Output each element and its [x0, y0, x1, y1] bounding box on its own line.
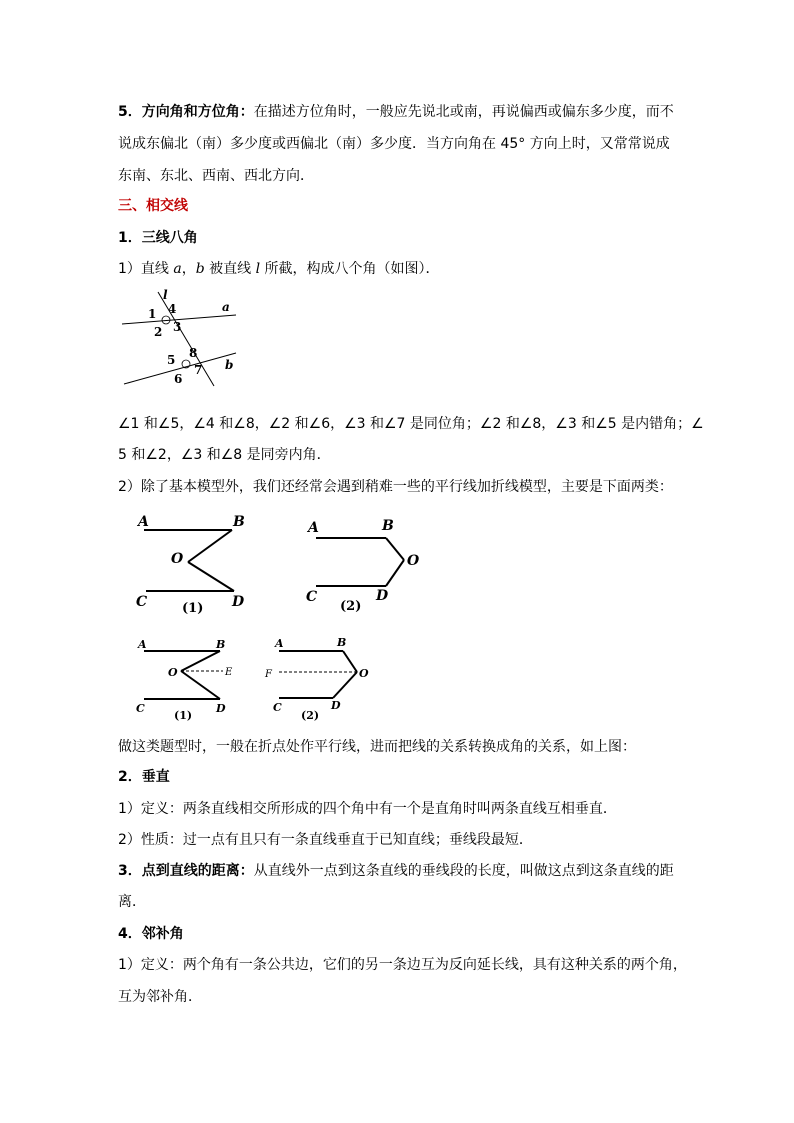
subsection-4-number: 4．	[118, 926, 142, 942]
angle-4: 4	[168, 302, 177, 316]
model1-label-C: C	[136, 594, 148, 610]
model2aux-label-A: A	[275, 637, 284, 650]
fig-label-a: a	[222, 300, 230, 314]
model2-label-D: D	[376, 588, 389, 604]
model1-label-D: D	[232, 594, 245, 610]
model2-label-A: A	[308, 520, 319, 536]
three-lines-eight-angles-figure	[118, 286, 248, 396]
model-1-figure	[130, 508, 260, 620]
model2-caption: (2)	[340, 599, 362, 614]
model2aux-label-F: F	[265, 669, 272, 680]
angle-3: 3	[173, 320, 182, 334]
model2-label-C: C	[306, 589, 318, 605]
angle-1: 1	[148, 307, 157, 321]
angle-5: 5	[167, 353, 176, 367]
p1-pre: 1）直线	[118, 261, 174, 277]
model1aux-caption: (1)	[174, 709, 193, 722]
fig-label-l: l	[163, 288, 168, 302]
subsection-3-line-1	[118, 861, 698, 881]
angle-relations-line-2: 5 和∠2，∠3 和∠8 是同旁内角．	[118, 447, 331, 463]
model2aux-label-B: B	[337, 636, 347, 649]
model1-caption: (1)	[182, 601, 204, 616]
angle-2: 2	[154, 325, 163, 339]
model1aux-label-A: A	[138, 638, 147, 651]
subsection-1-heading	[118, 228, 698, 248]
model2aux-label-C: C	[273, 701, 282, 714]
model1-label-O: O	[171, 551, 184, 567]
subsection-2-title: 垂直	[141, 769, 170, 785]
paragraph-three-lines	[118, 259, 698, 279]
section-5-title: 方向角和方位角：	[141, 104, 254, 120]
subsection-3-number: 3．	[118, 863, 142, 879]
model2-label-O: O	[407, 553, 420, 569]
section-5-line-1	[118, 102, 698, 122]
fig-label-b: b	[225, 358, 234, 372]
model1aux-label-E: E	[225, 667, 233, 678]
angle-8: 8	[189, 346, 198, 360]
model1aux-label-C: C	[136, 702, 145, 715]
p1-var-b: b	[195, 261, 205, 277]
subsection-1-title: 三线八角	[141, 230, 198, 246]
p1-mid: 被直线	[204, 261, 256, 277]
adjacent-angle-definition-line-2: 互为邻补角．	[118, 989, 202, 1005]
subsection-1-number: 1．	[118, 230, 142, 246]
perpendicular-property: 2）性质：过一点有且只有一条直线垂直于已知直线；垂线段最短．	[118, 832, 533, 848]
model1aux-label-B: B	[216, 638, 226, 651]
p1-var-a: a	[173, 261, 182, 277]
model1-label-B: B	[233, 514, 245, 530]
subsection-4-title: 邻补角	[141, 926, 184, 942]
subsection-4-heading	[118, 924, 698, 944]
subsection-2-number: 2．	[118, 769, 142, 785]
model2aux-caption: (2)	[301, 709, 320, 722]
model-2-figure	[302, 508, 432, 620]
section-5-line-3: 东南、东北、西南、西北方向．	[118, 168, 314, 184]
angle-7: 7	[194, 363, 203, 377]
paragraph-method: 做这类题型时，一般在折点处作平行线，进而把线的关系转换成角的关系，如上图：	[118, 739, 636, 755]
subsection-3-line-2: 离．	[118, 894, 146, 910]
p1-post: 所截，构成八个角（如图）．	[260, 261, 440, 277]
subsection-3-title: 点到直线的距离：	[141, 863, 254, 879]
p1-comma: ，	[181, 261, 196, 277]
angle-relations-line-1: ∠1 和∠5，∠4 和∠8，∠2 和∠6，∠3 和∠7 是同位角；∠2 和∠8，∠3 和∠5 是内错角；∠	[118, 416, 704, 432]
section-5-line-2: 说成东偏北（南）多少度或西偏北（南）多少度．当方向角在 45° 方向上时，又常常说成	[118, 136, 670, 152]
section-5-number: 5．	[118, 104, 142, 120]
model2-label-B: B	[382, 518, 394, 534]
subsection-3-text: 从直线外一点到这条直线的垂线段的长度，叫做这点到这条直线的距	[253, 863, 674, 879]
paragraph-fold-models: 2）除了基本模型外，我们还经常会遇到稍难一些的平行线加折线模型，主要是下面两类：	[118, 479, 673, 495]
subsection-2-heading	[118, 767, 698, 787]
section-heading-intersecting-lines: 三、相交线	[118, 198, 188, 214]
model1aux-label-O: O	[168, 666, 178, 679]
model2aux-label-O: O	[359, 667, 369, 680]
section-5-text: 在描述方位角时，一般应先说北或南，再说偏西或偏东多少度，而不	[253, 104, 674, 120]
p1-var-l: l	[255, 261, 261, 277]
model1aux-label-D: D	[216, 702, 226, 715]
model-2-auxiliary-figure	[265, 634, 385, 726]
model-1-auxiliary-figure	[130, 634, 250, 726]
model1-label-A: A	[138, 514, 149, 530]
adjacent-angle-definition-line-1: 1）定义：两个角有一条公共边，它们的另一条边互为反向延长线，具有这种关系的两个角，	[118, 957, 687, 973]
model2aux-label-D: D	[331, 699, 341, 712]
angle-6: 6	[174, 372, 183, 386]
perpendicular-definition: 1）定义：两条直线相交所形成的四个角中有一个是直角时叫两条直线互相垂直．	[118, 801, 617, 817]
